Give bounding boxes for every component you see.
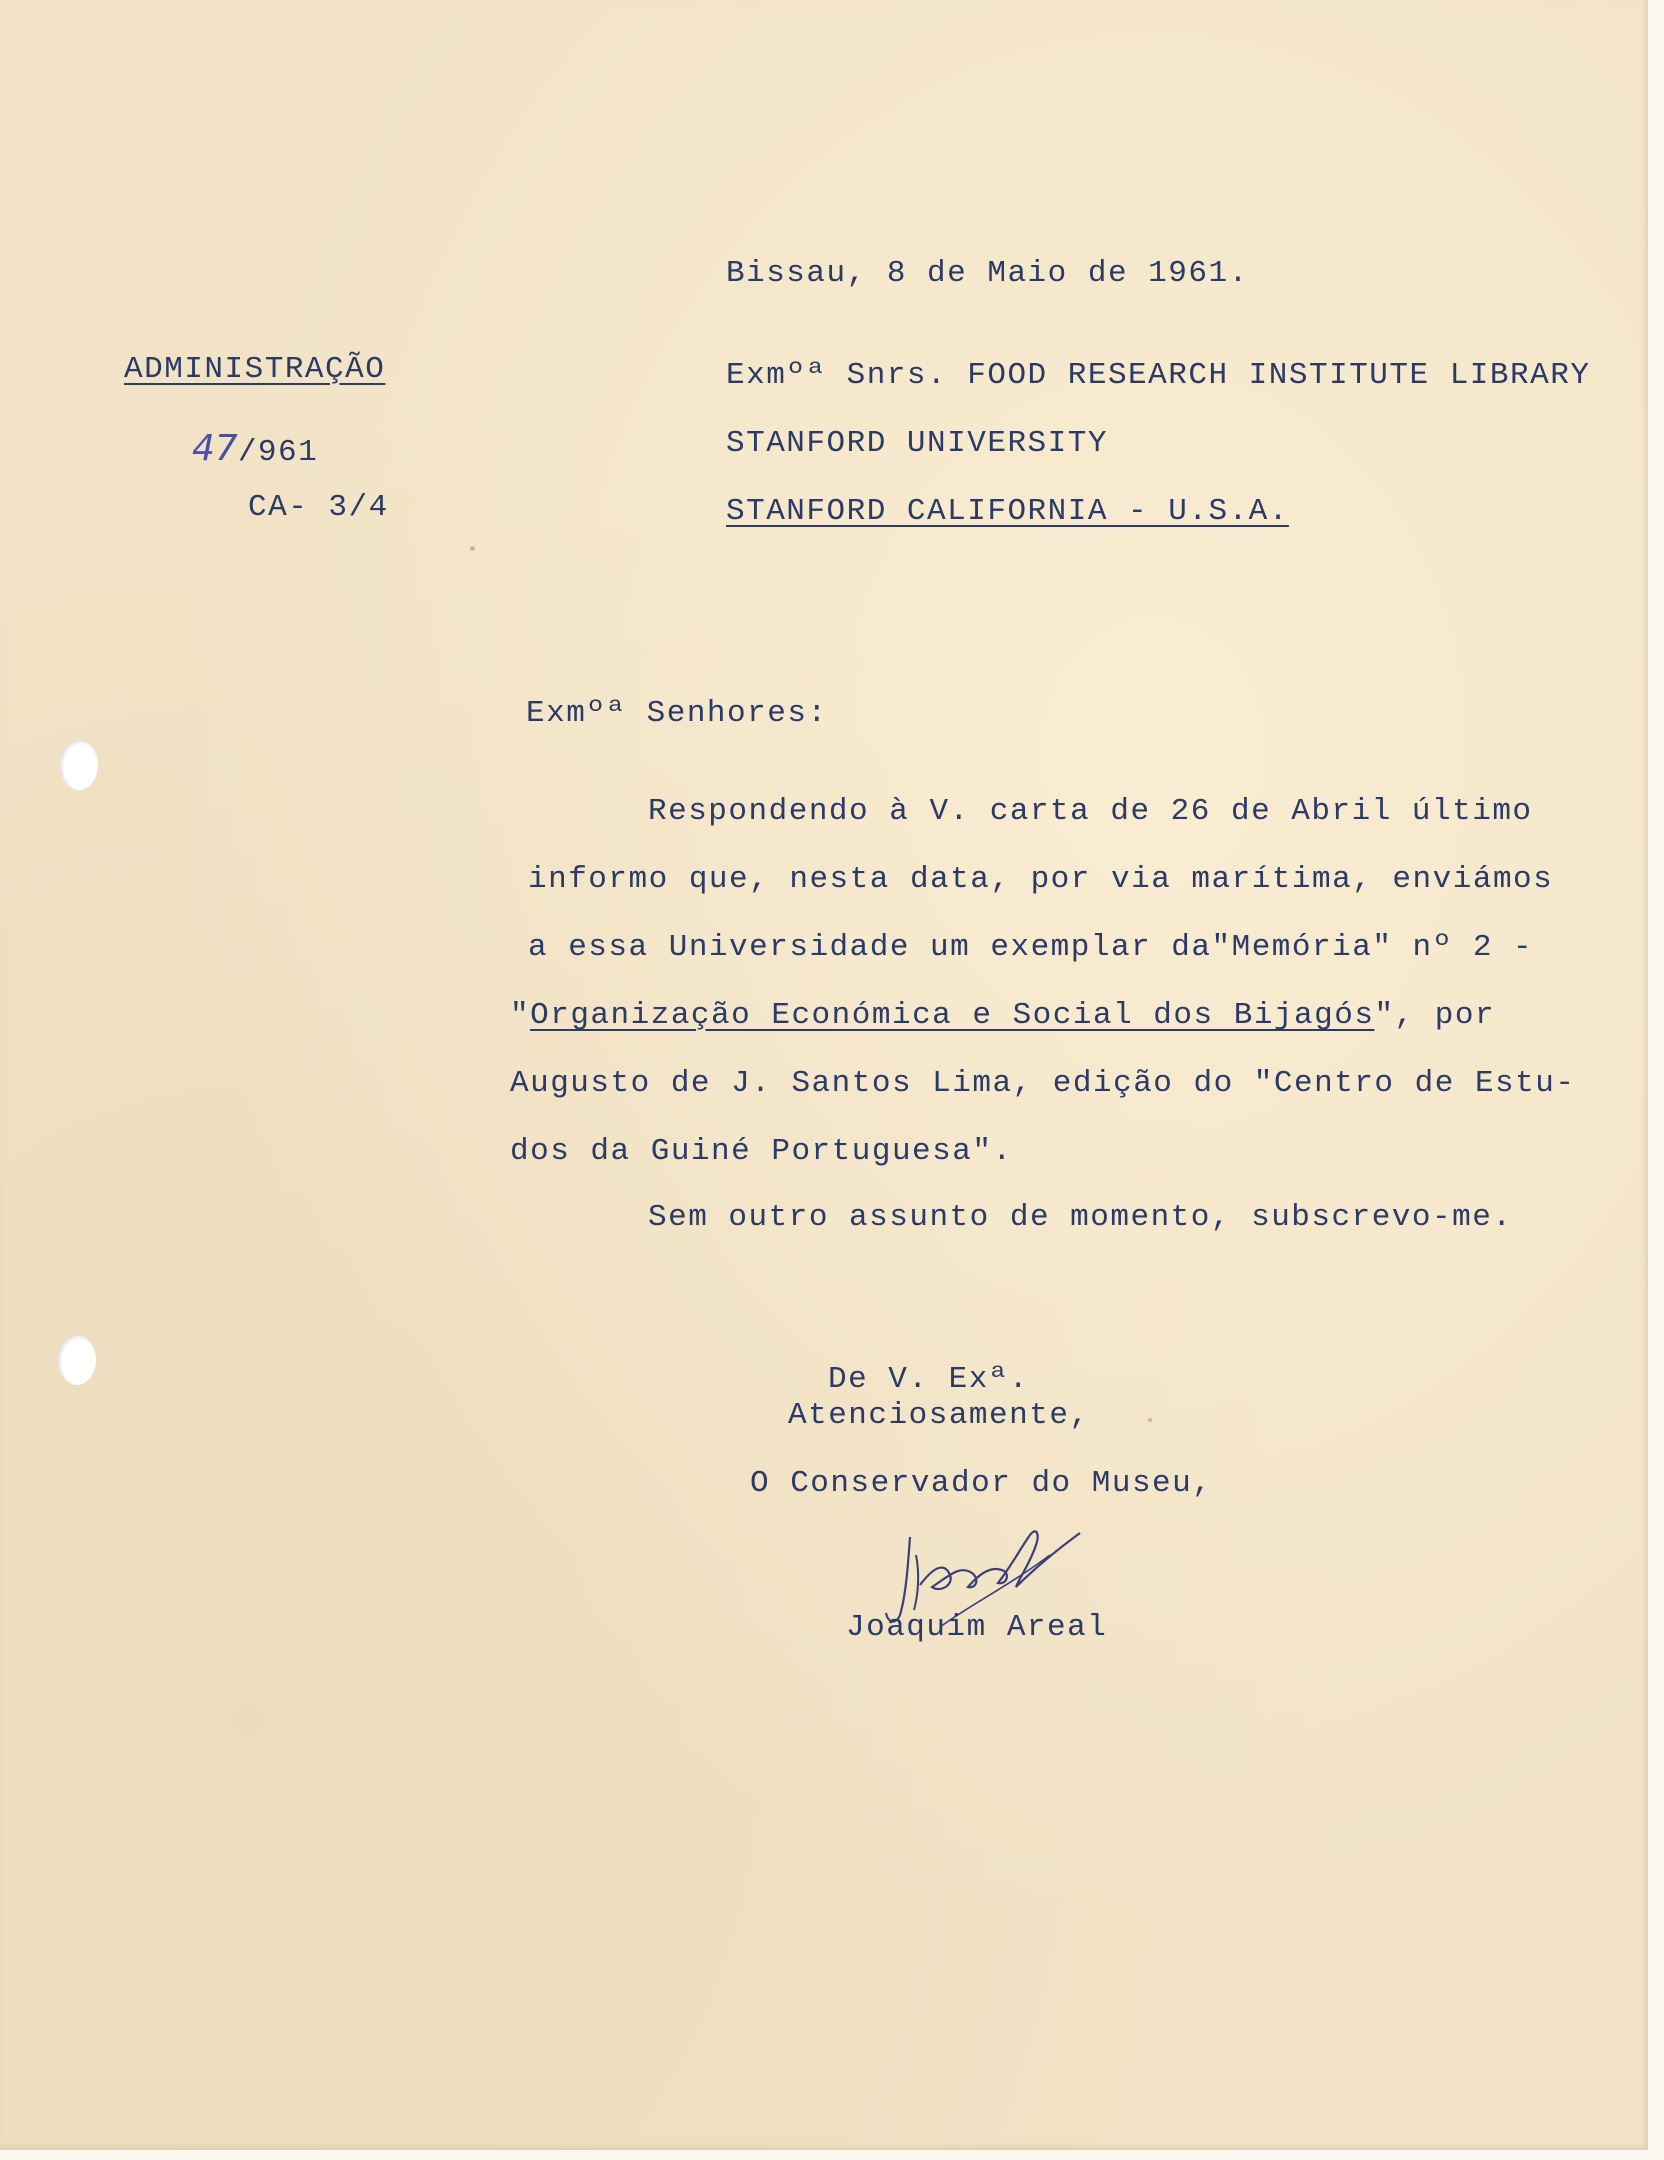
closing-line: Sem outro assunto de momento, subscrevo-me. bbox=[648, 1200, 1513, 1235]
handwritten-number: 47 bbox=[192, 428, 238, 469]
publication-title: Organização Económica e Social dos Bijagós bbox=[530, 998, 1375, 1033]
scan-margin-right bbox=[1648, 0, 1664, 2160]
body-line-2: informo que, nesta data, por via marítima, enviámos bbox=[528, 862, 1554, 897]
recipient-line-1: Exmºª Snrs. FOOD RESEARCH INSTITUTE LIBRARY bbox=[726, 358, 1591, 393]
reference-number bbox=[192, 428, 318, 471]
department-heading: ADMINISTRAÇÃO bbox=[124, 352, 386, 387]
body-line-6: dos da Guiné Portuguesa". bbox=[510, 1134, 1013, 1169]
body-line-1: Respondendo à V. carta de 26 de Abril último bbox=[648, 794, 1533, 829]
scan-margin-bottom bbox=[0, 2150, 1664, 2160]
sign-off-line-3: O Conservador do Museu, bbox=[750, 1466, 1213, 1501]
recipient-line-2: STANFORD UNIVERSITY bbox=[726, 426, 1108, 461]
body-line-4 bbox=[510, 998, 1495, 1034]
body-line-4-rest: ", por bbox=[1374, 998, 1496, 1033]
body-line-3: a essa Universidade um exemplar da"Memória" nº 2 - bbox=[528, 930, 1534, 965]
reference-year: /961 bbox=[237, 435, 319, 470]
body-line-5: Augusto de J. Santos Lima, edição do "Centro de Estu- bbox=[510, 1066, 1576, 1101]
salutation: Exmºª Senhores: bbox=[526, 696, 828, 731]
punch-hole-top bbox=[60, 740, 98, 790]
punch-hole-bottom bbox=[58, 1335, 96, 1385]
ink-spot bbox=[470, 546, 475, 551]
place-date: Bissau, 8 de Maio de 1961. bbox=[726, 256, 1249, 291]
signatory-name: Joaquim Areal bbox=[846, 1610, 1108, 1645]
reference-code: CA- 3/4 bbox=[248, 490, 389, 525]
ink-spot bbox=[1148, 1418, 1152, 1422]
recipient-line-3: STANFORD CALIFORNIA - U.S.A. bbox=[726, 494, 1289, 529]
sign-off-line-1: De V. Exª. bbox=[828, 1362, 1030, 1397]
sign-off-line-2: Atenciosamente, bbox=[788, 1398, 1090, 1433]
quote-open: " bbox=[510, 998, 531, 1033]
